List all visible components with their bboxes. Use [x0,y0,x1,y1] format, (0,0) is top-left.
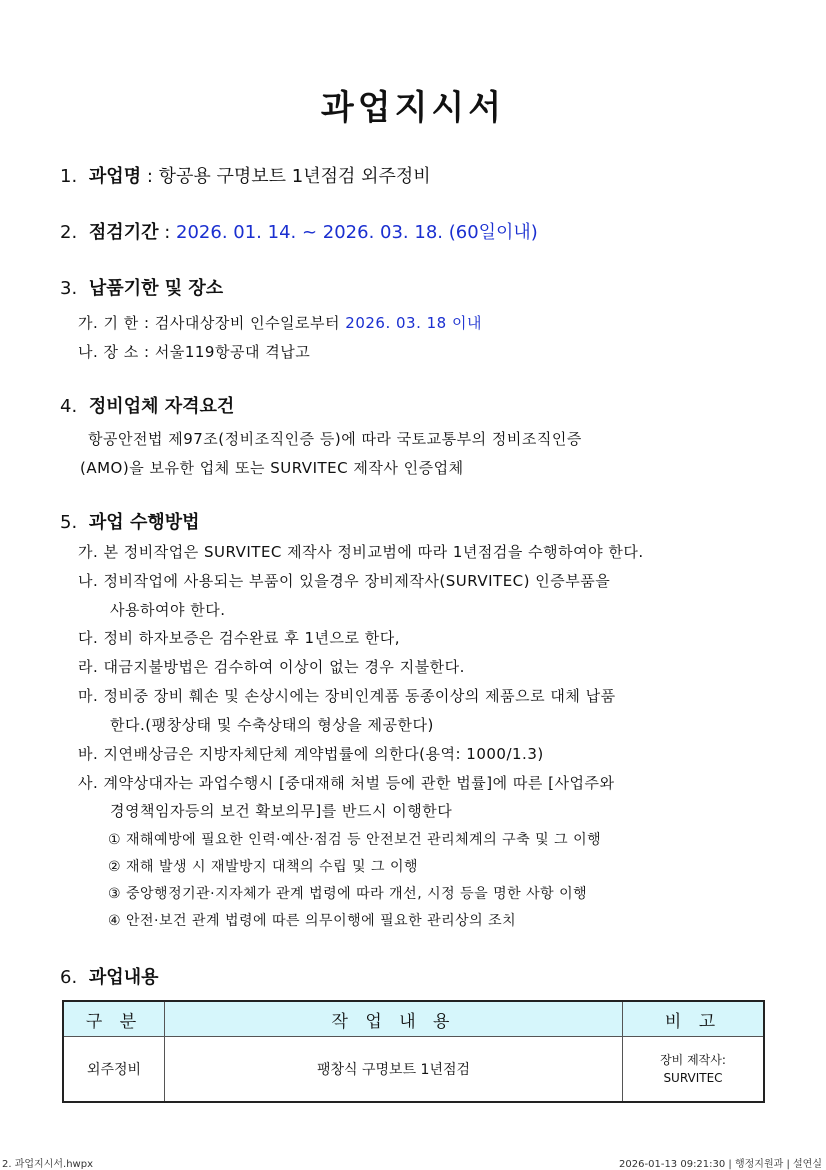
section-5-heading: 과업 수행방법 [88,512,200,533]
delivery-place: 나. 장 소 : 서울119항공대 격납고 [78,343,311,361]
section-3: 3. 납품기한 및 장소 [60,278,224,299]
document-title: 과업지시서 [320,88,506,128]
obligation-4: ④ 안전·보건 관계 법령에 따른 의무이행에 필요한 관리상의 조치 [108,913,517,929]
delivery-date: 2026. 03. 18 이내 [345,314,482,332]
inspection-period: 2026. 01. 14. ~ 2026. 03. 18. (60일이내) [176,222,538,243]
method-item-sa-cont: 경영책임자등의 보건 확보의무]를 반드시 이행한다 [110,802,453,820]
section-2-heading: 점검기간 [88,222,159,243]
method-item-da: 다. 정비 하자보증은 검수완료 후 1년으로 한다, [78,629,401,647]
table-row [63,1037,764,1103]
cell-content: 팽창식 구명보트 1년점검 [165,1037,623,1103]
qualification-line-2: (AMO)을 보유한 업체 또는 SURVITEC 제작사 인증업체 [80,459,464,477]
section-4: 4. 정비업체 자격요건 [60,396,235,417]
section-1: 1. 과업명 : 항공용 구명보트 1년점검 외주정비 [60,166,431,187]
qualification-line-1: 항공안전법 제97조(정비조직인증 등)에 따라 국토교통부의 정비조직인증 [88,430,582,448]
obligation-2: ② 재해 발생 시 재발방지 대책의 수립 및 그 이행 [108,859,419,875]
method-item-ba: 바. 지연배상금은 지방자체단체 계약법률에 의한다(용역: 1000/1.3) [78,745,544,763]
header-note: 비 고 [623,1001,765,1037]
footer-filename: 2. 과업지시서.hwpx [2,1159,93,1170]
method-item-ra: 라. 대금지불방법은 검수하여 이상이 없는 경우 지불한다. [78,658,465,676]
section-6: 6. 과업내용 [60,967,159,988]
section-2: 2. 점검기간 : 2026. 01. 14. ~ 2026. 03. 18. (60일이내) [60,222,538,243]
method-item-na-cont: 사용하여야 한다. [110,601,226,619]
section-1-heading: 과업명 [88,166,142,187]
method-item-ma: 마. 정비중 장비 훼손 및 손상시에는 장비인계품 동종이상의 제품으로 대체 납품 [78,687,616,705]
section-3-heading: 납품기한 및 장소 [88,278,224,299]
header-content: 작 업 내 용 [165,1001,623,1037]
project-name: 항공용 구명보트 1년점검 외주정비 [158,166,431,187]
method-item-ga: 가. 본 정비작업은 SURVITEC 제작사 정비교범에 따라 1년점검을 수행하여야 한다. [78,543,644,561]
method-item-sa: 사. 계약상대자는 과업수행시 [중대재해 처벌 등에 관한 법률]에 따른 [사업주와 [78,774,615,792]
table-header-row [63,1001,764,1037]
section-4-heading: 정비업체 자격요건 [88,396,235,417]
section-6-heading: 과업내용 [88,967,159,988]
method-item-na: 나. 정비작업에 사용되는 부품이 있을경우 장비제작사(SURVITEC) 인증부품을 [78,572,611,590]
header-category: 구 분 [63,1001,165,1037]
delivery-deadline: 가. 기 한 : 검사대상장비 인수일로부터 2026. 03. 18 이내 [78,314,482,332]
obligation-1: ① 재해예방에 필요한 인력·예산·점검 등 안전보건 관리체계의 구축 및 그 이행 [108,832,602,848]
method-item-ma-cont: 한다.(팽창상태 및 수축상태의 형상을 제공한다) [110,716,434,734]
work-content-table [62,1000,765,1103]
section-5: 5. 과업 수행방법 [60,512,200,533]
cell-category: 외주정비 [63,1037,165,1103]
obligation-3: ③ 중앙행정기관·지자체가 관계 법령에 따라 개선, 시정 등을 명한 사항 이행 [108,886,588,902]
footer-meta: 2026-01-13 09:21:30 | 행정지원과 | 설연실 [619,1159,822,1170]
cell-note: 장비 제작사: SURVITEC [623,1037,765,1103]
